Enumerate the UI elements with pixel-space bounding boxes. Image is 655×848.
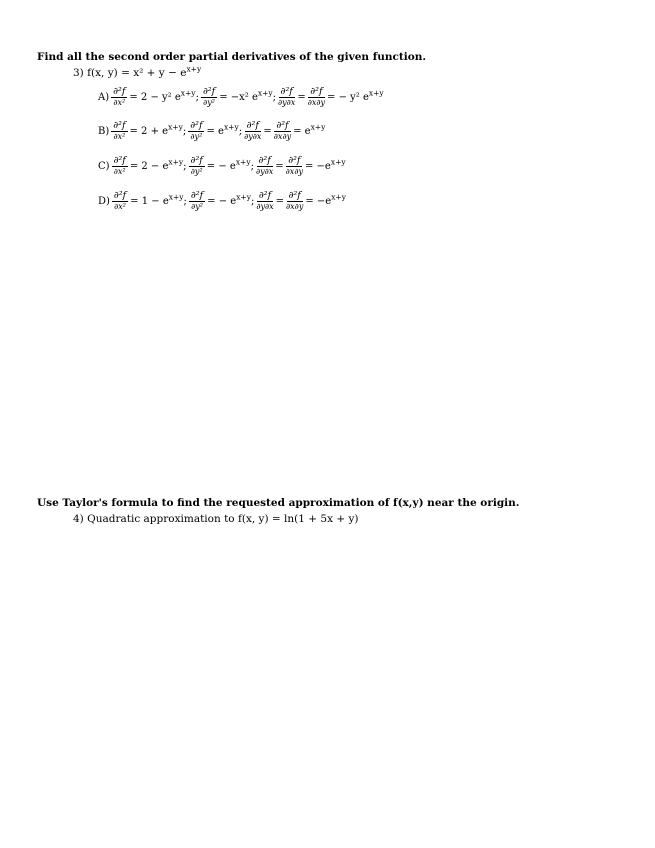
- fraction-fxy: $\frac{\text{∂²f}}{\partial x\partial y}$: [286, 189, 304, 212]
- problem-number: 4): [73, 513, 84, 525]
- fraction-fxy: $\frac{\text{∂²f}}{\partial x\partial y}$: [273, 119, 292, 142]
- answer-option-a: [97, 82, 385, 112]
- fraction-fyx: $\frac{\text{∂²f}}{\partial y\partial x}$: [244, 119, 262, 142]
- fraction-fxx: $\frac{\text{∂²f}}{\text{∂x²}}$: [113, 189, 127, 212]
- option-label: A): [98, 91, 110, 103]
- problem-statement: f(x, $y) = x^2 + y - e^{x+y}$: [87, 64, 202, 79]
- answer-option-d: [97, 186, 347, 216]
- value-mixed: = − y² $e^{x+y}$: [327, 88, 384, 103]
- value-mixed: = $e^{x+y}$: [293, 122, 326, 137]
- equals-sign: =: [275, 195, 285, 207]
- value-fxx: = $2 - e^{x+y}$;: [129, 157, 187, 172]
- fraction-fxx: $\frac{\text{∂²f}}{\text{∂x²}}$: [113, 119, 126, 142]
- fraction-fyy: $\frac{\text{∂²f}}{\text{∂y²}}$: [202, 85, 216, 108]
- value-fyy: = − $e^{x+y}$;: [207, 192, 255, 207]
- fraction-fyx: $\frac{\text{∂²f}}{\partial y\partial x}$: [278, 85, 296, 108]
- fraction-fyx: $\frac{\text{∂²f}}{\partial y\partial x}$: [255, 154, 274, 177]
- fraction-fxx: $\frac{\text{∂²f}}{\text{∂x²}}$: [113, 85, 126, 108]
- value-fyy: = $e^{x+y}$;: [206, 122, 243, 137]
- value-fxx: = 2 − y² $e^{x+y}$;: [129, 88, 199, 103]
- fraction-fxx: $\frac{\text{∂²f}}{\text{∂x²}}$: [113, 154, 126, 177]
- value-mixed: = $-e^{x+y}$: [305, 192, 346, 207]
- value-fyy: = −x² $e^{x+y}$;: [219, 88, 277, 103]
- value-fxx: = $1 - e^{x+y}$;: [130, 192, 187, 207]
- problem-4: [73, 513, 359, 525]
- value-fyy: = − $e^{x+y}$;: [206, 157, 254, 172]
- problem-statement: Quadratic approximation to f(x, y) = ln(1 + 5x + y): [87, 513, 359, 525]
- answer-option-b: [97, 116, 326, 146]
- fraction-fyx: $\frac{\text{∂²f}}{\partial y\partial x}$: [256, 189, 274, 212]
- option-label: D): [98, 195, 110, 207]
- fraction-fyy: $\frac{\text{∂²f}}{\text{∂y²}}$: [190, 189, 204, 212]
- problem-number: 3): [73, 67, 84, 79]
- fraction-fxy: $\frac{\text{∂²f}}{\partial x\partial y}$: [307, 85, 326, 108]
- fraction-fxy: $\frac{\text{∂²f}}{\partial x\partial y}$: [285, 154, 303, 177]
- fraction-fyy: $\frac{\text{∂²f}}{\text{∂y²}}$: [190, 154, 203, 177]
- value-mixed: = $-e^{x+y}$: [304, 157, 346, 172]
- option-label: B): [98, 125, 110, 137]
- problem-3: [73, 64, 202, 79]
- equals-sign: =: [275, 160, 284, 172]
- answer-option-c: [97, 151, 347, 181]
- equals-sign: =: [263, 125, 272, 137]
- option-label: C): [98, 160, 110, 172]
- fraction-fyy: $\frac{\text{∂²f}}{\text{∂y²}}$: [190, 119, 203, 142]
- equals-sign: =: [297, 91, 306, 103]
- value-fxx: = $2 + e^{x+y}$;: [129, 122, 187, 137]
- section-heading-taylor: Use Taylor's formula to find the requested approximation of f(x,y) near the origin.: [37, 497, 520, 509]
- section-heading-partial-derivatives: Find all the second order partial derivatives of the given function.: [37, 51, 427, 63]
